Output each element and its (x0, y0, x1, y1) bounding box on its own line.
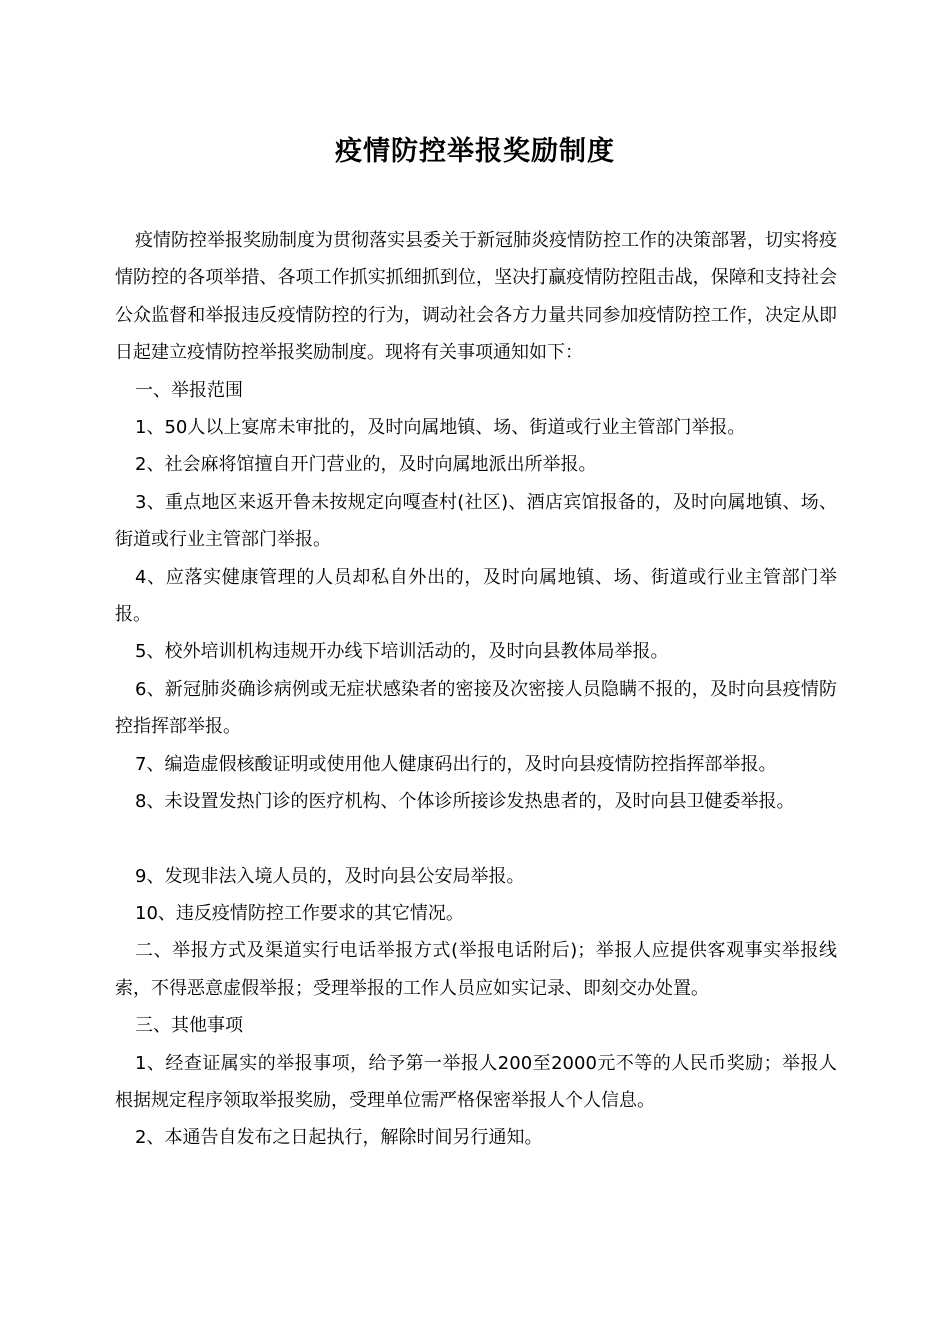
section-reporting-method: 二、举报方式及渠道实行电话举报方式(举报电话附后)；举报人应提供客观事实举报线索，不得恶意虚假举报；受理举报的工作人员应如实记录、即刻交办处置。 (115, 940, 837, 999)
scope-item-10: 10、违反疫情防控工作要求的其它情况。 (135, 902, 464, 924)
scope-item-3: 3、重点地区来返开鲁未按规定向嘎查村(社区)、酒店宾馆报备的，及时向属地镇、场、街道或行业主管部门举报。 (115, 491, 837, 551)
document-title: 疫情防控举报奖励制度 (335, 136, 615, 167)
scope-item-9: 9、发现非法入境人员的，及时向县公安局举报。 (135, 865, 525, 887)
scope-item-4: 4、应落实健康管理的人员却私自外出的，及时向属地镇、场、街道或行业主管部门举报。 (115, 566, 837, 626)
intro-paragraph: 疫情防控举报奖励制度为贯彻落实县委关于新冠肺炎疫情防控工作的决策部署，切实将疫情防控的各项举措、各项工作抓实抓细抓到位，坚决打赢疫情防控阻击战，保障和支持社会公众监督和举报违反疫情防控的行为，调动社会各方力量共同参加疫情防控工作，决定从即日起建立疫情防控举报奖励制度。现将有关事项通知如下： (115, 230, 837, 364)
scope-item-6: 6、新冠肺炎确诊病例或无症状感染者的密接及次密接人员隐瞒不报的，及时向县疫情防控指挥部举报。 (115, 678, 837, 738)
section-heading-other: 三、其他事项 (135, 1015, 243, 1037)
scope-item-2: 2、社会麻将馆擅自开门营业的，及时向属地派出所举报。 (135, 454, 597, 476)
section-heading-scope: 一、举报范围 (135, 379, 243, 401)
scope-item-5: 5、校外培训机构违规开办线下培训活动的，及时向县教体局举报。 (135, 641, 669, 663)
scope-item-7: 7、编造虚假核酸证明或使用他人健康码出行的，及时向县疫情防控指挥部举报。 (135, 753, 777, 775)
other-item-1: 1、经查证属实的举报事项，给予第一举报人200至2000元不等的人民币奖励；举报人根据规定程序领取举报奖励，受理单位需严格保密举报人个人信息。 (115, 1052, 837, 1111)
scope-item-8: 8、未设置发热门诊的医疗机构、个体诊所接诊发热患者的，及时向县卫健委举报。 (135, 791, 795, 813)
scope-item-1: 1、50人以上宴席未审批的，及时向属地镇、场、街道或行业主管部门举报。 (135, 417, 746, 439)
other-item-2: 2、本通告自发布之日起执行，解除时间另行通知。 (135, 1127, 543, 1149)
document-body (115, 222, 837, 1157)
